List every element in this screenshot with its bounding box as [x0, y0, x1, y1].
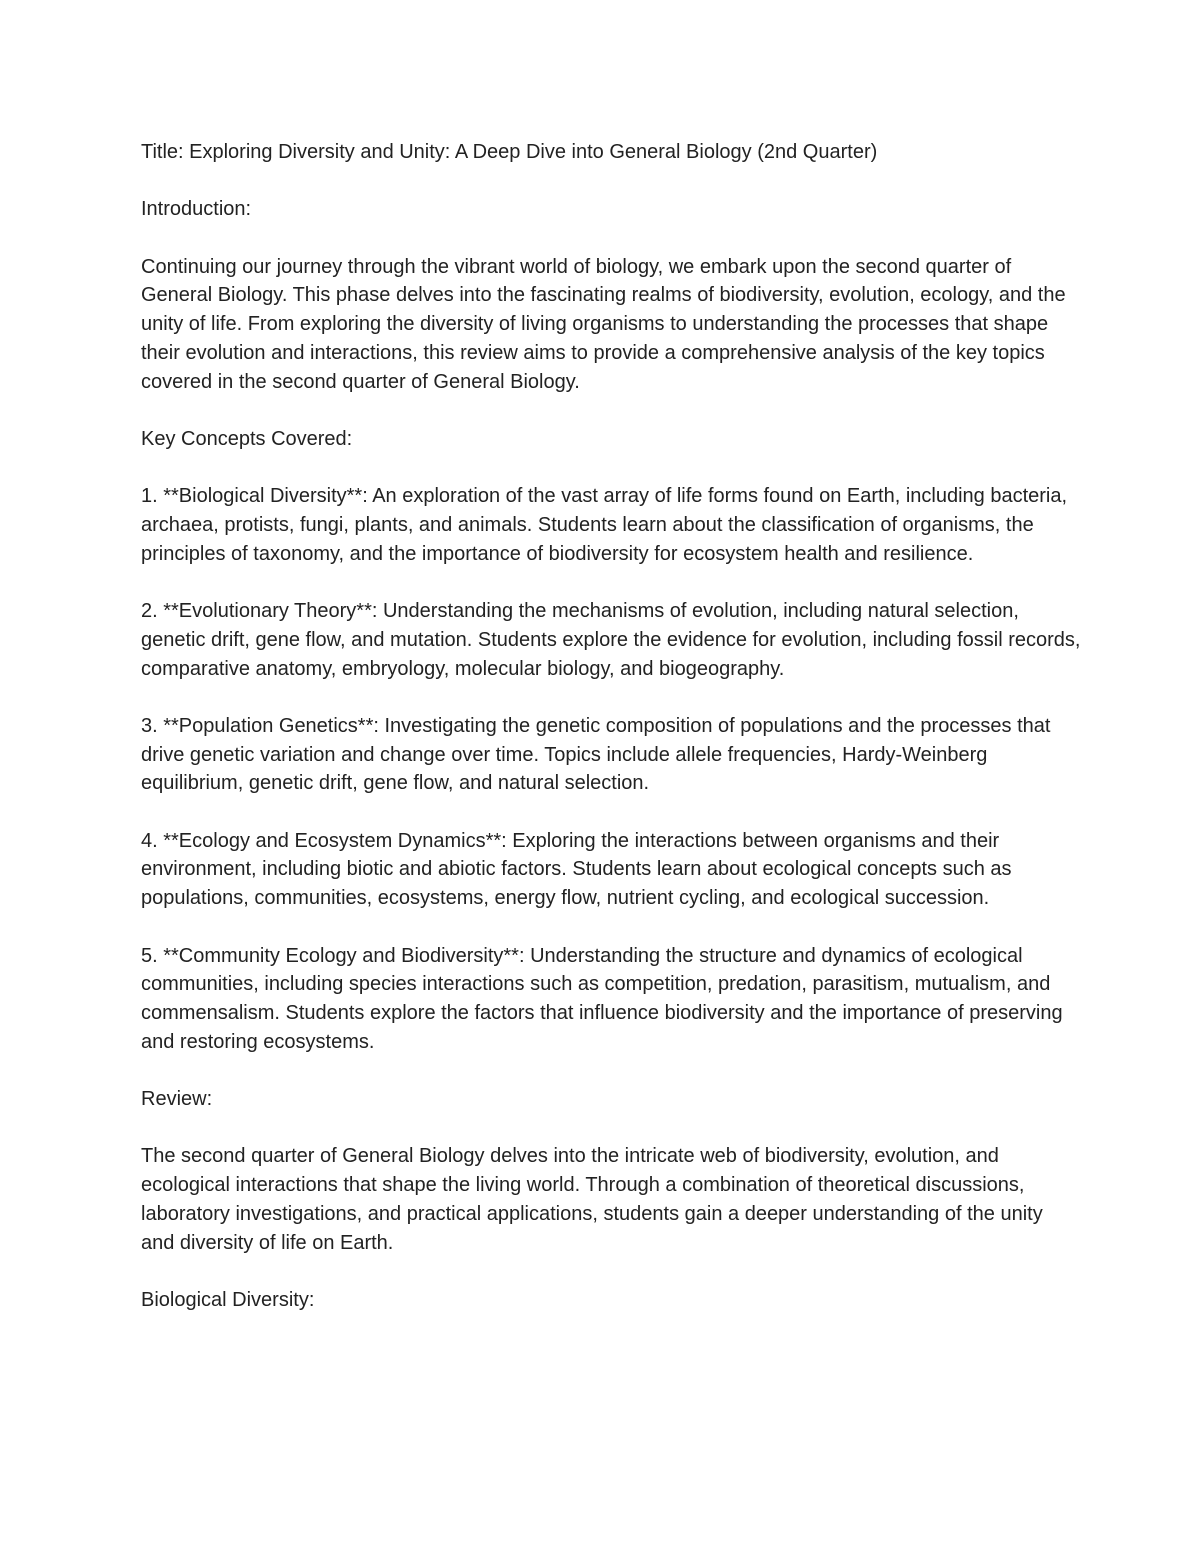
- biological-diversity-heading: Biological Diversity:: [141, 1288, 315, 1311]
- introduction-heading: Introduction:: [141, 198, 252, 221]
- document-title: Title: Exploring Diversity and Unity: A Deep Dive into General Biology (2nd Quarter): [141, 141, 878, 163]
- key-concepts-heading: Key Concepts Covered:: [141, 427, 353, 450]
- concept-item-biological-diversity: 1. **Biological Diversity**: An exploration of the vast array of life forms found on Earth, including bacteria, archaea, protists, fungi, plants, and animals. Students learn about the classification of organisms, the principles of taxonomy, and the importance of biodiversity for ecosystem health and resilience.: [141, 485, 1068, 565]
- concept-item-evolutionary-theory: 2. **Evolutionary Theory**: Understanding the mechanisms of evolution, including natural selection, genetic drift, gene flow, and mutation. Students explore the evidence for evolution, including fossil records, comparative anatomy, embryology, molecular biology, and biogeography.: [141, 600, 1081, 680]
- review-heading: Review:: [141, 1088, 213, 1111]
- introduction-paragraph: Continuing our journey through the vibrant world of biology, we embark upon the second quarter of General Biology. This phase delves into the fascinating realms of biodiversity, evolution, ecology, and the unity of life. From exploring the diversity of living organisms to understanding the processes that shape their evolution and interactions, this review aims to provide a comprehensive analysis of the key topics covered in the second quarter of General Biology.: [141, 255, 1066, 393]
- concept-item-ecology: 4. **Ecology and Ecosystem Dynamics**: Exploring the interactions between organisms and their environment, including biotic and abiotic factors. Students learn about ecological concepts such as populations, communities, ecosystems, energy flow, nutrient cycling, and ecological succession.: [141, 829, 1012, 910]
- concept-item-population-genetics: 3. **Population Genetics**: Investigating the genetic composition of populations and the processes that drive genetic variation and change over time. Topics include allele frequencies, Hardy-Weinberg equilibrium, genetic drift, gene flow, and natural selection.: [141, 714, 1051, 795]
- document-body: [141, 138, 1081, 1343]
- concept-item-community-ecology: 5. **Community Ecology and Biodiversity**: Understanding the structure and dynamics of ecological communities, including species interactions such as competition, predation, parasitism, mutualism, and commensalism. Students explore the factors that influence biodiversity and the importance of preserving and restoring ecosystems.: [141, 944, 1063, 1053]
- review-paragraph: The second quarter of General Biology delves into the intricate web of biodiversity, evolution, and ecological interactions that shape the living world. Through a combination of theoretical discussions, laboratory investigations, and practical applications, students gain a deeper understanding of the unity and diversity of life on Earth.: [141, 1145, 1043, 1254]
